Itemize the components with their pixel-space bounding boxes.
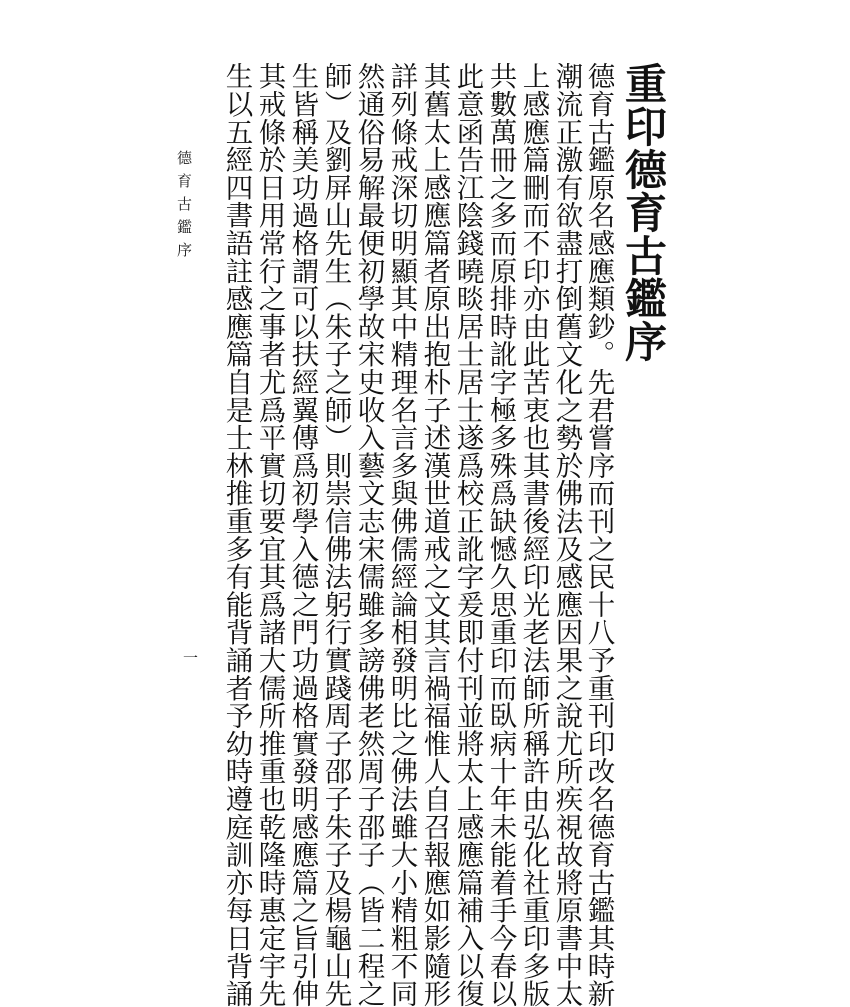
text-column: 德育古鑑原名感應類鈔。先君嘗序而刊之民十八予重刊印改名德育古鑑其時新: [582, 62, 615, 1007]
text-column: 其戒條於日用常行之事者尤爲平實切要宜其爲諸大儒所推重也乾隆時惠定宇先: [253, 62, 286, 1007]
page-title: 重印德育古鑑序: [619, 62, 668, 363]
text-column: 師）及劉屏山先生（朱子之師）則崇信佛法躬行實踐周子邵子朱子及楊龜山先: [319, 62, 352, 1007]
text-column: 上感應篇刪而不印亦由此苦衷也其書後經印光老法師所稱許由弘化社重印多版: [517, 62, 550, 1007]
margin-title: 德育古鑑序: [175, 150, 193, 265]
text-column: 詳列條戒深切明顯其中精理名言多與佛儒經論相發明比之佛法雖大小精粗不同: [385, 62, 418, 1007]
text-column: 生以五經四書語註感應篇自是士林推重多有能背誦者予幼時遵庭訓亦每日背誦: [220, 62, 253, 1007]
text-column: 共數萬冊之多而原排時訛字極多殊爲缺憾久思重印而臥病十年未能着手今春以: [484, 62, 517, 1007]
text-column: 生皆稱美功過格謂可以扶經翼傳爲初學入德之門功過格實發明感應篇之旨引伸: [286, 62, 319, 1007]
text-column: 此意函告江陰錢曉晱居士居士遂爲校正訛字爰即付刊並將太上感應篇補入以復: [451, 62, 484, 1007]
text-column: 潮流正激有欲盡打倒舊文化之勢於佛法及感應因果之說尤所疾視故將原書中太: [550, 62, 583, 1007]
text-column: 其舊太上感應篇者原出抱朴子述漢世道戒之文其言禍福惟人自召報應如影隨形: [418, 62, 451, 1007]
text-column: 然通俗易解最便初學故宋史收入藝文志宋儒雖多謗佛老然周子邵子（皆二程之: [352, 62, 385, 1007]
page-number: 一: [181, 650, 199, 665]
